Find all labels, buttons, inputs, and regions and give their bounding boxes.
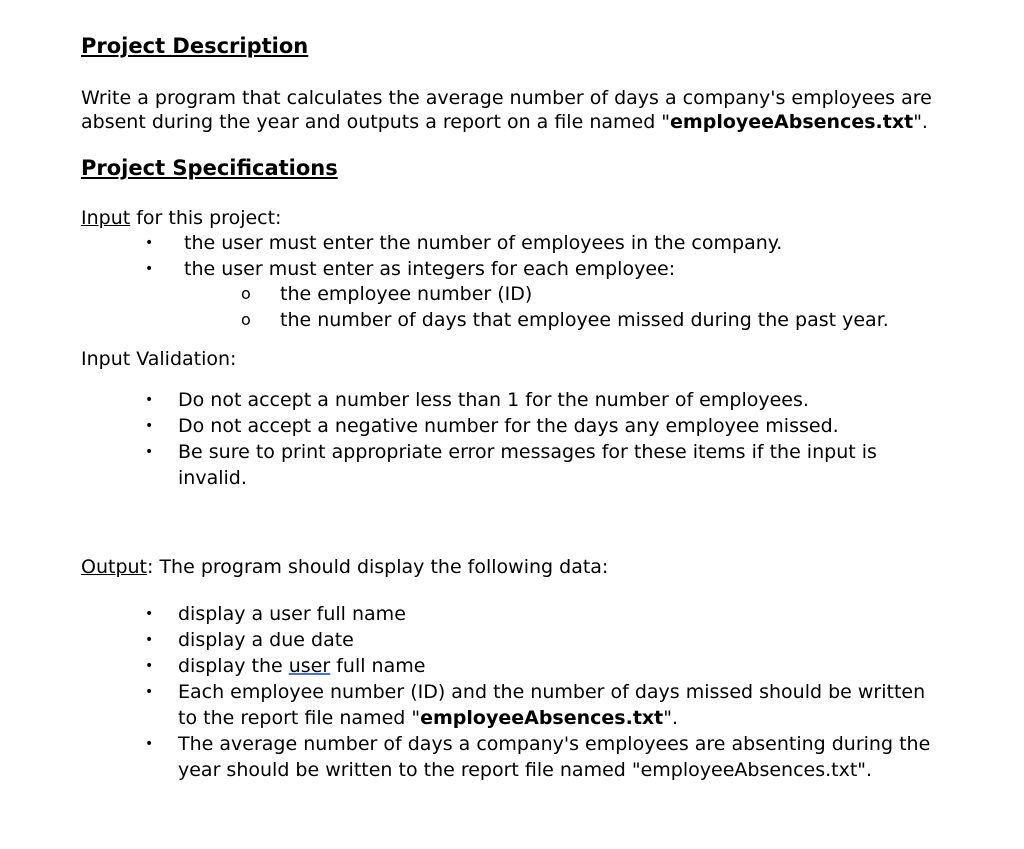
validation-item-1: Do not accept a number less than 1 for the number of employees. [178, 389, 809, 411]
output-item-4-line-1: Each employee number (ID) and the number of days missed should be written [178, 681, 926, 703]
output-bullet-3-glyph: • [145, 658, 154, 674]
input-item-1: the user must enter the number of employees in the company. [184, 232, 783, 254]
output-item-4-pre: to the report file named " [178, 707, 421, 729]
output-item-3-pre: display the [178, 655, 289, 677]
description-line-2 [81, 110, 928, 134]
validation-bullet-1-glyph: • [145, 392, 154, 408]
output-item-5-line-2: year should be written to the report file named "employeeAbsences.txt". [178, 759, 873, 781]
project-specifications-heading: Project Specifications [81, 156, 338, 180]
output-item-4-filename: employeeAbsences.txt [420, 707, 664, 729]
input-intro-rest: for this project: [130, 207, 282, 229]
output-item-5-line-1: The average number of days a company's employees are absenting during the [178, 733, 931, 755]
input-item-2: the user must enter as integers for each employee: [184, 258, 676, 280]
output-label: Output [81, 556, 147, 578]
output-item-1: display a user full name [178, 603, 406, 625]
input-subitem-2: the number of days that employee missed during the past year. [280, 309, 889, 331]
validation-bullet-2-glyph: • [145, 418, 154, 434]
input-bullet-1-glyph: • [145, 235, 154, 251]
validation-item-3: Be sure to print appropriate error messages for these items if the input is [178, 441, 877, 463]
output-bullet-5-glyph: • [145, 736, 154, 752]
validation-item-3-cont: invalid. [178, 467, 247, 489]
input-subbullet-1-glyph: o [241, 284, 251, 303]
output-bullet-1-glyph: • [145, 606, 154, 622]
validation-bullet-3-glyph: • [145, 444, 154, 460]
output-intro-rest: : The program should display the following data: [147, 556, 609, 578]
input-subbullet-2-glyph: o [241, 310, 251, 329]
output-item-3 [178, 654, 425, 678]
output-bullet-4-glyph: • [145, 684, 154, 700]
output-item-4-line-2 [178, 706, 678, 730]
output-bullet-2-glyph: • [145, 632, 154, 648]
input-bullet-2-glyph: • [145, 261, 154, 277]
output-item-2: display a due date [178, 629, 354, 651]
input-validation-label: Input Validation: [81, 348, 237, 370]
description-line-2-pre: absent during the year and outputs a report on a file named " [81, 111, 671, 133]
output-intro [81, 555, 608, 579]
output-item-4-post: ". [663, 707, 679, 729]
validation-item-2: Do not accept a negative number for the days any employee missed. [178, 415, 839, 437]
description-line-1: Write a program that calculates the average number of days a company's employees are [81, 87, 932, 109]
description-line-2-post: ". [913, 111, 928, 133]
project-description-heading: Project Description [81, 34, 309, 58]
spellcheck-flagged-word: user [288, 655, 331, 677]
output-item-3-post: full name [330, 655, 426, 677]
input-subitem-1: the employee number (ID) [280, 283, 533, 305]
input-label: Input [81, 207, 131, 229]
description-filename: employeeAbsences.txt [670, 111, 914, 133]
input-intro [81, 206, 281, 230]
